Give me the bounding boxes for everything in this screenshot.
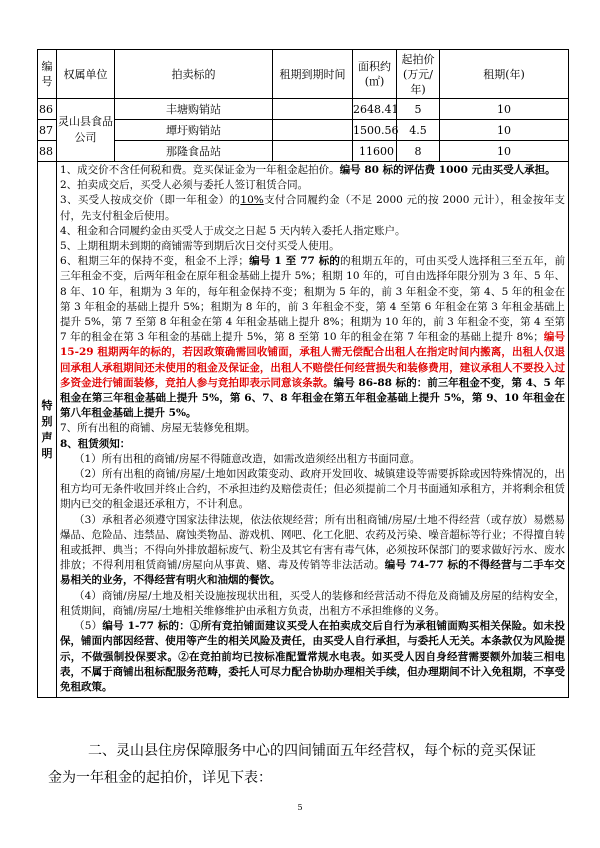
remark-1: 1、成交价不含任何税和费。竞买保证金为一年租金起拍价。编号 80 标的评估费 1000 元由买受人承担。 [60,164,556,176]
remarks-row [38,162,569,698]
cell-target: 那隆食品站 [115,141,273,162]
cell-lease-end [273,120,353,141]
header-no: 编号 [38,50,57,99]
remark-8-2: （2）所有出租的商铺/房屋/土地如因政策变动、政府开发回收、城镇建设等需要拆除或因特殊情况的，出租方均可无条件收回并终止合约，不承担违约及赔偿责任；但必须提前二个月书面通知承租方，并将剩余租赁期内已交的租金退还承租方，不计利息。 [60,468,565,511]
cell-price: 5 [397,99,440,120]
cell-lease-end [273,99,353,120]
auction-table [37,49,569,698]
header-target: 拍卖标的 [115,50,273,99]
header-term: 租期(年) [440,50,569,99]
remark-2: 2、拍卖成交后，买受人必须与委托人签订租赁合同。 [60,179,309,192]
owner-cell: 灵山县食品公司 [57,99,115,162]
remark-5: 5、上期租期未到期的商铺需等到期后次日交付买受人使用。 [60,240,340,253]
remark-8-1: （1）所有出租的商铺/房屋不得随意改造，如需改造须经出租方书面同意。 [74,452,421,465]
header-price: 起拍价(万元/年) [397,50,440,99]
remark-7: 7、所有出租的商铺、房屋无装修免租期。 [60,422,256,435]
remark-3: 3、买受人按成交价（即一年租金）的10%支付合同履约金（不足 2000 元的按 2000 元计），租金按年支付，先支付租金后使用。 [60,194,565,222]
remarks-label: 特别声明 [38,162,57,698]
table-header-row [38,50,569,99]
cell-no: 87 [38,120,57,141]
table-row [38,99,569,120]
header-lease-end: 租期到期时间 [273,50,353,99]
cell-target: 墰圩购销站 [115,120,273,141]
cell-no: 88 [38,141,57,162]
cell-area: 11600 [353,141,397,162]
section-heading [48,738,568,792]
cell-area: 2648.41 [353,99,397,120]
cell-price: 4.5 [397,120,440,141]
section-line-1: 二、灵山县住房保障服务中心的四间铺面五年经营权，每个标的竞买保证 [88,743,536,759]
table-row [38,141,569,162]
red-clause: 编号 15-29 租期两年的标的，若因政策确需回收铺面，承租人需无偿配合出租人在指定时间内搬离，出租人仅退回承租人承租期间还未使用的租金及保证金，出租人不赔偿任何经营损失和装修费用，建议承租人不要投入过多资金进行铺面装修，竞拍人参与竞拍即表示同意该条款。 [60,331,565,389]
cell-term: 10 [440,141,569,162]
remark-8-title: 8、租赁须知： [60,437,131,450]
cell-term: 10 [440,99,569,120]
cell-lease-end [273,141,353,162]
cell-area: 1500.56 [353,120,397,141]
remark-8-3: （3）承租者必须遵守国家法律法规，依法依规经营；所有出租商铺/房屋/土地不得经营（或存放）易燃易爆品、危险品、违禁品、腐蚀类物品、游戏机、网吧、化工化肥、农药及污染、噪音超标等行业；不得擅自转租或抵押、典当；不得向外排放超标废气、粉尘及其它有害有毒气体，必须按环保部门的要求做好污水、废水排放；不得利用租赁商铺/房屋向从事黄、赌、毒及传销等非法活动。编号 74-77 标的不得经营与二手车交易相关的业务，不得经营有明火和油烟的餐饮。 [60,513,565,587]
remark-8-5: （5）编号 1-77 标的：①所有竞拍铺面建议买受人在拍卖成交后自行为承租铺面购买相关保险。如未投保，铺面内部因经营、使用等产生的相关风险及责任，由买受人自行承担，与委托人无关。本条款仅为风险提示，不做强制投保要求。②在竞拍前均已按标准配置常规水电表。如买受人因自身经营需要额外加装三相电表，不属于商铺出租标配服务范畴，委托人可尽力配合协助办理相关手续，但办理期间不计入免租期，不享受免租政策。 [60,620,565,693]
cell-term: 10 [440,120,569,141]
cell-target: 丰塘购销站 [115,99,273,120]
header-owner: 权属单位 [57,50,115,99]
remarks-cell [57,162,569,698]
header-area: 面积约(㎡) [353,50,397,99]
section-line-2: 金为一年租金的起拍价，详见下表： [48,770,272,786]
cell-no: 86 [38,99,57,120]
remark-6: 6、租期三年的保持不变，租金不上浮；编号 1 至 77 标的的租期五年的，可由买受人选择租三至五年，前三年租金不变，后两年租金在原年租金基础上提升 5%；租期 10 年的，可自由选择年限分别为 3 年、5 年、8 年、10 年，租期为 3 年的，每年租金保持不变；租期为 5 年的，前 3 年租金不变，第 4、5 年的租金在第 3 年租金的基础上提升 5%；租期为 8 年的，前 3 年租金不变，第 4 至第 6 年租金在第 3 年租金基础上提升 5%，第 7 至第 8 年租金在第 4 年租金基础上提升 8%；租期为 10 年的，前 3 年租金不变，第 4 至第 7 年的租金在第 3 年租金的基础上提升 5%，第 8 至第 10 年的租金在第 7 年租金的基础上提升 8%；编号 15-29 租期两年的标的，若因政策确需回收铺面，承租人需无偿配合出租人在指定时间内搬离，出租人仅退回承租人承租期间还未使用的租金及保证金，出租人不赔偿任何经营损失和装修费用，建议承租人不要投入过多资金进行铺面装修，竞拍人参与竞拍即表示同意该条款。编号 86-88 标的：前三年租金不变，第 4、5 年租金在第三年租金基础上提升 5%，第 6、7、8 年租金在第五年租金基础上提升 5%，第 9、10 年租金在第八年租金基础上提升 5%。 [60,255,566,420]
cell-price: 8 [397,141,440,162]
table-row [38,120,569,141]
page-number: 5 [297,803,303,812]
remark-4: 4、租金和合同履约金由买受人于成交之日起 5 天内转入委托人指定账户。 [60,224,406,237]
remark-8-4: （4）商铺/房屋/土地及相关设施按现状出租，买受人的装修和经营活动不得危及商铺及房屋的结构安全，租赁期间，商铺/房屋/土地相关维修维护由承租方负责，出租方不承担维修的义务。 [60,589,565,617]
